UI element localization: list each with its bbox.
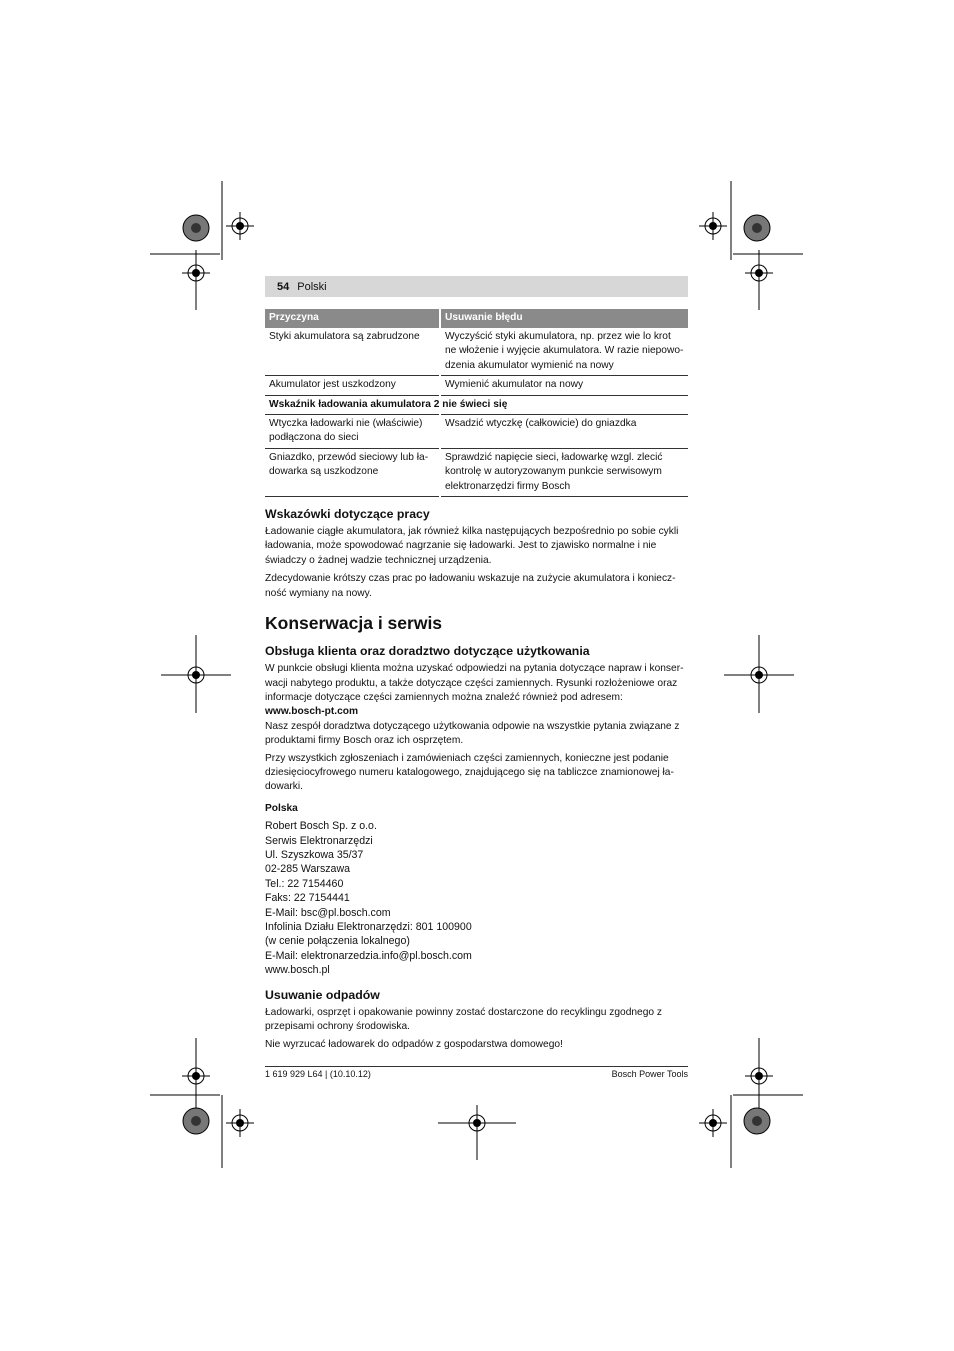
address-line: Infolinia Działu Elektronarzędzi: 801 100900 bbox=[265, 921, 472, 933]
service-paragraph-3: Przy wszystkich zgłoszeniach i zamówieniach części zamiennych, konieczne jest podanie dziesięciocyfrowego numeru katalogowego, znajdującego się na tabliczce znamionowej ła-dowarki. bbox=[265, 752, 674, 793]
address-line: Ul. Szyszkowa 35/37 bbox=[265, 848, 364, 861]
column-header-fix: Usuwanie błędu bbox=[440, 309, 688, 328]
footer-brand: Bosch Power Tools bbox=[611, 1069, 688, 1079]
country-label: Polska bbox=[265, 802, 298, 814]
language-label: Polski bbox=[297, 280, 327, 293]
service-url[interactable]: www.bosch-pt.com bbox=[265, 706, 359, 718]
table-row bbox=[265, 376, 688, 395]
fix-cell: Wsadzić wtyczkę (całkowicie) do gniazdka bbox=[440, 415, 688, 449]
tips-paragraph-2: Zdecydowanie krótszy czas prac po ładowaniu wskazuje na zużycie akumulatora i koniecz-ność wymiany na nowy. bbox=[265, 573, 676, 599]
address-line: Tel.: 22 7154460 bbox=[265, 877, 344, 890]
cause-cell: Gniazdko, przewód sieciowy lub ła-dowarka są uszkodzone bbox=[265, 448, 440, 496]
page-header bbox=[265, 276, 688, 297]
address-line: E-Mail: bsc@pl.bosch.com bbox=[265, 906, 391, 919]
page-number: 54 bbox=[277, 280, 290, 293]
fix-cell: Sprawdzić napięcie sieci, ładowarkę wzgl. zlecić kontrolę w autoryzowanym punkcie serwisowym elektronarzędzi firmy Bosch bbox=[440, 448, 688, 496]
cause-cell: Wtyczka ładowarki nie (właściwie) podłączona do sieci bbox=[265, 415, 440, 449]
footer-doc-number: 1 619 929 L64 | (10.10.12) bbox=[265, 1069, 371, 1079]
address-block bbox=[265, 819, 688, 977]
service-paragraph-1: W punkcie obsługi klienta można uzyskać odpowiedzi na pytania dotyczące napraw i konser-wacji nabytego produktu, a także dotyczące części zamiennych. Rysunki rozłożeniowe oraz informacje dotyczące części zamiennych można znaleźć również pod adresem: bbox=[265, 663, 684, 703]
cause-cell: Akumulator jest uszkodzony bbox=[265, 376, 440, 395]
disposal-paragraph-2: Nie wyrzucać ładowarek do odpadów z gospodarstwa domowego! bbox=[265, 1039, 563, 1051]
fix-cell: Wyczyścić styki akumulatora, np. przez wie lo krot ne włożenie i wyjęcie akumulatora. W razie niepowo-dzenia akumulator wymienić na nowy bbox=[440, 328, 688, 376]
address-line: Robert Bosch Sp. z o.o. bbox=[265, 820, 377, 833]
table-row bbox=[265, 415, 688, 449]
group-heading: Wskaźnik ładowania akumulatora 2 nie świeci się bbox=[265, 395, 688, 414]
address-line: www.bosch.pl bbox=[265, 964, 330, 977]
page-content bbox=[265, 276, 688, 1053]
tips-paragraph-1: Ładowanie ciągłe akumulatora, jak również kilka następujących bezpośrednio po sobie cykli ładowania, może spowodować nagrzanie się ładowarki. Jest to zjawisko normalne i nie świadczy o żadnej wadzie technicznej urządzenia. bbox=[265, 526, 679, 566]
table-group-row bbox=[265, 395, 688, 414]
tips-heading: Wskazówki dotyczące pracy bbox=[265, 507, 430, 522]
cause-cell: Styki akumulatora są zabrudzone bbox=[265, 328, 440, 376]
service-paragraph-2: Nasz zespół doradztwa dotyczącego użytkowania odpowie na wszystkie pytania związane z produktami firmy Bosch oraz ich osprzętem. bbox=[265, 720, 680, 747]
address-line: (w cenie połączenia lokalnego) bbox=[265, 935, 410, 948]
page-footer bbox=[265, 1066, 688, 1079]
fix-cell: Wymienić akumulator na nowy bbox=[440, 376, 688, 395]
disposal-paragraph-1: Ładowarki, osprzęt i opakowanie powinny zostać dostarczone do recyklingu zgodnego z przepisami ochrony środowiska. bbox=[265, 1006, 662, 1033]
address-line: Faks: 22 7154441 bbox=[265, 892, 350, 905]
disposal-heading: Usuwanie odpadów bbox=[265, 987, 380, 1002]
maintenance-heading: Konserwacja i serwis bbox=[265, 613, 443, 634]
troubleshooting-table bbox=[265, 309, 688, 497]
address-line: 02-285 Warszawa bbox=[265, 863, 350, 876]
column-header-cause: Przyczyna bbox=[265, 309, 440, 328]
address-line: Serwis Elektronarzędzi bbox=[265, 834, 373, 847]
address-line: E-Mail: elektronarzedzia.info@pl.bosch.com bbox=[265, 949, 472, 962]
table-row bbox=[265, 328, 688, 376]
customer-service-heading: Obsługa klienta oraz doradztwo dotyczące użytkowania bbox=[265, 644, 590, 659]
table-header-row bbox=[265, 309, 688, 328]
table-row bbox=[265, 448, 688, 496]
